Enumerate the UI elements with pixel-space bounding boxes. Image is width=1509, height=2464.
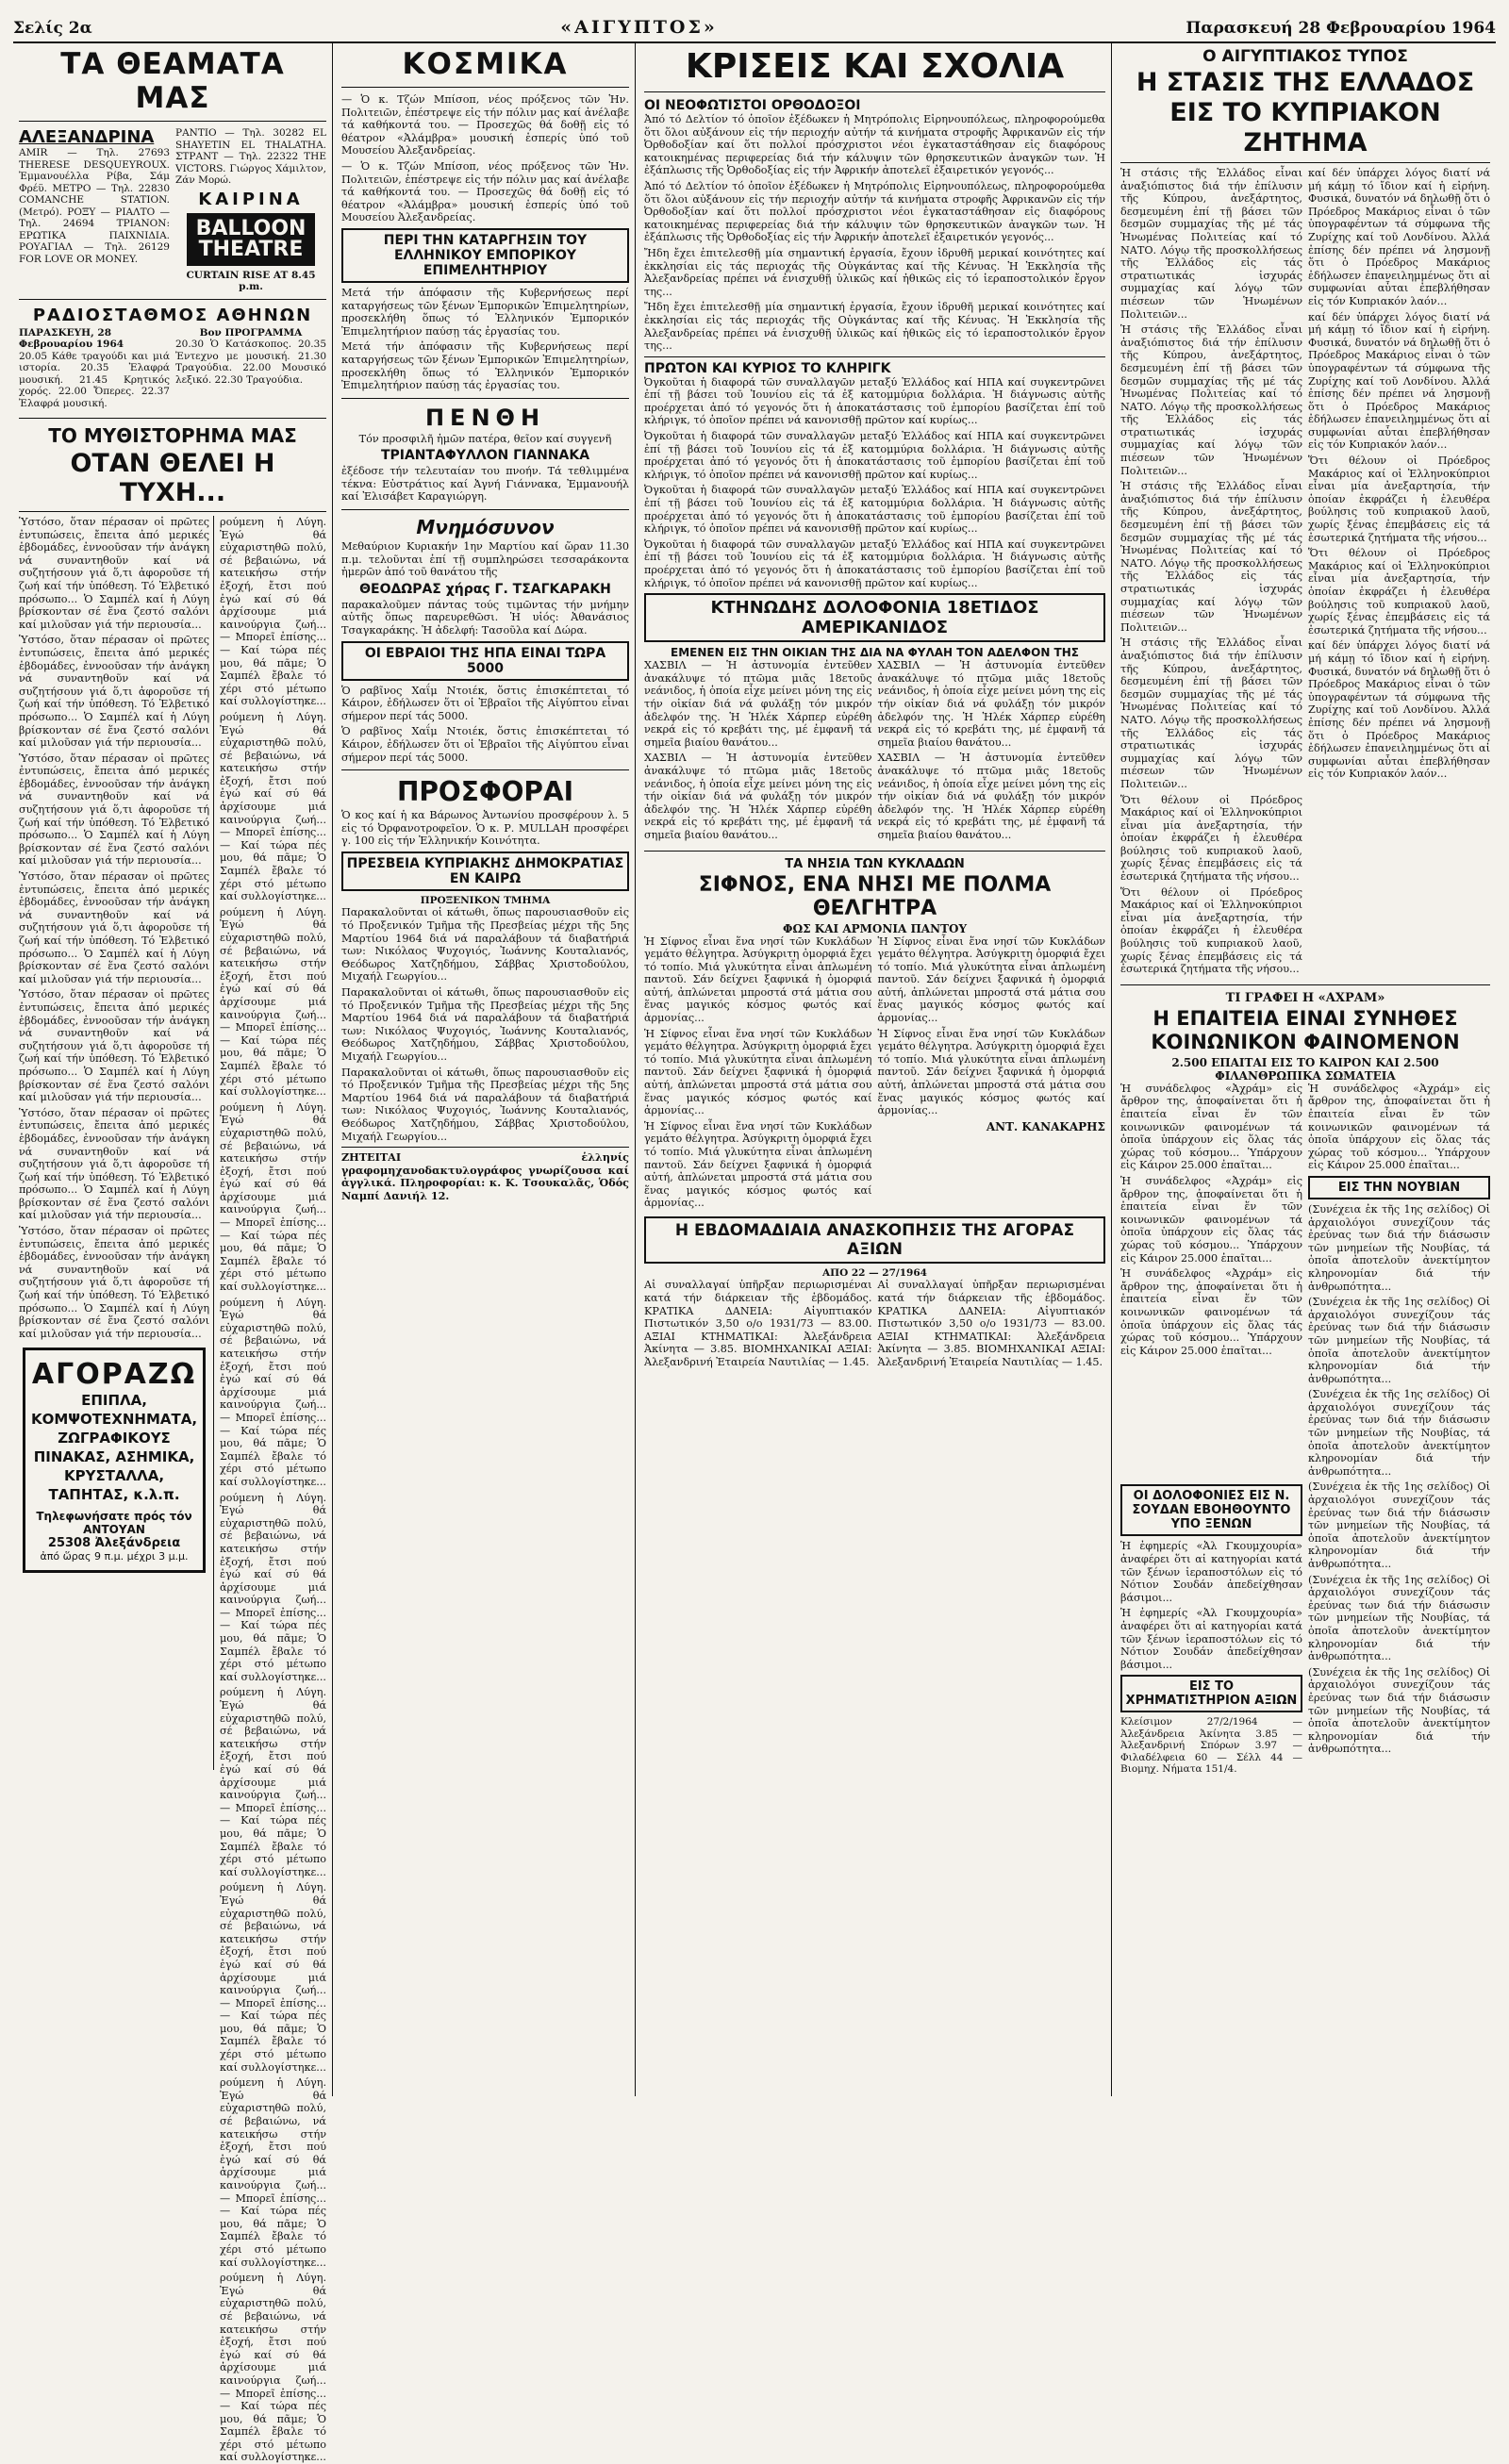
- novel-text-a2: Ὑστόσο, ὅταν πέρασαν οἱ πρῶτες ἐντυπώσεις, ἔπειτα ἀπό μερικές ἑβδομάδες, ἐννοοῦσαν τήν ἀνάγκη νά συναντηθοῦν καί νά συζητήσουν γιά ὅ,τι ἀφοροῦσε τή ζωή καί τήν ὑπόθεση. Τό Ἐλβετικό πρόσωπο... Ὁ Σαμπέλ καί ἡ Λύγη βρίσκονταν σέ ἕνα ζεστό σαλόνι καί μιλοῦσαν γιά τήν περιουσία...: [19, 634, 210, 750]
- demand-text-2: Ἡ συνάδελφος «Ἀχράμ» εἰς ἄρθρον της, ἀποφαίνεται ὅτι ἡ ἐπαιτεία εἶναι ἕν τῶν κοινωνικῶν φαινομένων τά ὁποῖα ὑπάρχουν εἰς ὅλας τάς χώρας τοῦ κόσμου... Ὑπάρχουν εἰς Κάιρον 25.000 ἐπαῖται...: [1120, 1174, 1302, 1265]
- typos-text-c3: καί δέν ὑπάρχει λόγος διατί νά μή κάμῃ τό ἴδιον καί ἡ εἰρήνη. Φυσικά, δυνατόν νά δηλωθῇ ὅτι ὁ Πρόεδρος Μακάριος εἶναι ὁ τῶν ὑπογραφέντων τά σύμφωνα τῆς Ζυρίχης καί τοῦ Λονδίνου. Ἀλλά ἐπίσης δέν πρέπει νά λησμονῇ ὅτι ὁ Πρόεδρος Μακάριος ἐδήλωσεν ἐπανειλημμένως ὅτι αἱ συμφωνίαι αὗται ἐπεβλήθησαν εἰς τόν Κυπριακόν λαόν...: [1308, 639, 1490, 781]
- stocks-date: ΑΠΟ 22 — 27/1964: [822, 1266, 927, 1279]
- embassy-text-3: Παρακαλοῦνται οἱ κάτωθι, ὅπως παρουσιασθοῦν εἰς τό Προξενικόν Τμῆμα τῆς Πρεσβείας μέχρι τῆς 5ης Μαρτίου 1964 διά νά παραλάβουν τά διαβατήριά των: Νικόλαος Ψυχογιός, Ἰωάννης Κουταλιανός, Θεόδωρος Χατζηδήμου, Σάββας Χριστοδούλου, Μιχαήλ Γεωργίου...: [341, 1066, 629, 1143]
- penthi-name: ΤΡΙΑΝΤΑΦΥΛΛΟΝ ΓΙΑΝΝΑΚΑ: [380, 448, 590, 464]
- agorazo-title: ΑΓΟΡΑΖΩ: [31, 1358, 197, 1392]
- novel-text-a4: Ὑστόσο, ὅταν πέρασαν οἱ πρῶτες ἐντυπώσεις, ἔπειτα ἀπό μερικές ἑβδομάδες, ἐννοοῦσαν τήν ἀνάγκη νά συναντηθοῦν καί νά συζητήσουν γιά ὅ,τι ἀφοροῦσε τή ζωή καί τήν ὑπόθεση. Τό Ἐλβετικό πρόσωπο... Ὁ Σαμπέλ καί ἡ Λύγη βρίσκονταν σέ ἕνα ζεστό σαλόνι καί μιλοῦσαν γιά τήν περιουσία...: [19, 870, 210, 985]
- murder-text: ΧΑΣΒΙΛ — Ἡ ἀστυνομία ἐντεῦθεν ἀνακάλυψε τό πτῶμα μιᾶς 18ετοῦς νεάνιδος, ἡ ὁποία εἶχε μείνει μόνη της εἰς τήν οἰκίαν διά νά φυλάξῃ τόν μικρόν ἀδελφόν της. Ἡ Ἡλέκ Χάρπερ εὑρέθη νεκρά εἰς τό κρεβάτι της, μέ ἐμφανῆ τά σημεῖα βιαίου θανάτου...: [644, 659, 872, 749]
- neofotistoi-text-2: Ἀπό τό Δελτίον τό ὁποῖον ἐξέδωκεν ἡ Μητρόπολις Εἰρηνουπόλεως, πληροφορούμεθα ὅτι ὅλοι αὐξάνουν εἰς τήν περιοχήν αὐτήν τά κινήματα στροφῆς Ἀφρικανῶν εἰς τήν Ὀρθοδοξίαν καί ὅτι πολλοί πρόσχριστοι νέοι ἐγκαταστάθησαν εἰς διαφόρους κατοικημένας περιφερείας διά τήν κάλυψιν τῶν θρησκευτικῶν ἀναγκῶν των. Ἡ ἐξάπλωσις τῆς Ὀρθοδοξίας εἰς τήν Ἀφρικήν ἀποτελεῖ ἐξαιρετικόν γεγονός...: [644, 179, 1105, 244]
- embassy-text-2: Παρακαλοῦνται οἱ κάτωθι, ὅπως παρουσιασθοῦν εἰς τό Προξενικόν Τμῆμα τῆς Πρεσβείας μέχρι τῆς 5ης Μαρτίου 1964 διά νά παραλάβουν τά διαβατήριά των: Νικόλαος Ψυχογιός, Ἰωάννης Κουταλιανός, Θεόδωρος Χατζηδήμου, Σάββας Χριστοδούλου, Μιχαήλ Γεωργίου...: [341, 986, 629, 1063]
- prosfores-heading: ΠΡΟΣΦΟΡΑΙ: [396, 776, 574, 808]
- islands-kicker: ΤΑ ΝΗΣΙΑ ΤΩΝ ΚΥΚΛΑΔΩΝ: [785, 856, 965, 871]
- issue-date: Παρασκευή 28 Φεβρουαρίου 1964: [1186, 19, 1496, 38]
- murder-text-3: ΧΑΣΒΙΛ — Ἡ ἀστυνομία ἐντεῦθεν ἀνακάλυψε τό πτῶμα μιᾶς 18ετοῦς νεάνιδος, ἡ ὁποία εἶχε μείνει μόνη της εἰς τήν οἰκίαν διά νά φυλάξῃ τόν μικρόν ἀδελφόν της. Ἡ Ἡλέκ Χάρπερ εὑρέθη νεκρά εἰς τό κρεβάτι της, μέ ἐμφανῆ τά σημεῖα βιαίου θανάτου...: [877, 659, 1105, 749]
- stocks-heading: Η ΕΒΔΟΜΑΔΙΑΙΑ ΑΝΑΣΚΟΠΗΣΙΣ ΤΗΣ ΑΓΟΡΑΣ ΑΞΙΩΝ: [644, 1216, 1105, 1264]
- sudan-text-2: Ἡ ἐφημερίς «Ἀλ Γκουμχουρία» ἀναφέρει ὅτι αἱ κατηγορίαι κατά τῶν ξένων ἱεραποστόλων εἰς τό Νότιον Σουδάν ἀπεδείχθησαν βάσιμοι...: [1120, 1607, 1302, 1671]
- cinema-listings-left: AMIR — Τηλ. 27693 THERESE DESQUEYROUX. Ἐμμανουέλλα Ρίβα, Σάμ Φρέϋ. ΜΕΤΡΟ — Τηλ. 22830 COMANCHE STATION. (Μετρό). ΡΟΞΥ — ΡΙΑΛΤΟ — Τηλ. 24694 ΤΡΙΑΝΟΝ: ΕΡΩΤΙΚΑ ΠΑΙΧΝΙΔΙΑ. ΡΟΥΑΓΙΑΛ — Τηλ. 26129 FOR LOVE OR MONEY.: [19, 147, 170, 265]
- radio-date: ΠΑΡΑΣΚΕΥΗ, 28 Φεβρουαρίου 1964: [19, 326, 124, 350]
- islands-text-3: Ἡ Σίφνος εἶναι ἕνα νησί τῶν Κυκλάδων γεμάτο θέλγητρα. Ἀσύγκριτη ὀμορφιά ἔχει τό τοπίο. Μιά γλυκύτητα εἶναι ἁπλωμένη παντοῦ. Σάν δείχνει ξαφνικά ἡ ὀμορφιά αὐτή, ἀπλώνεται μπροστά στά μάτια σου ἕνας μαγικός κόσμος φωτός καί ἁρμονίας...: [644, 1119, 872, 1210]
- repeal-heading: ΠΕΡΙ ΤΗΝ ΚΑΤΑΡΓΗΣΙΝ ΤΟΥ ΕΛΛΗΝΙΚΟΥ ΕΜΠΟΡΙΚΟΥ ΕΠΙΜΕΛΗΤΗΡΙΟΥ: [341, 228, 629, 283]
- prosfores-text: Ὁ κος καί ἡ κα Βάρωνος Ἀντωνίου προσφέρουν λ. 5 εἰς τό Ὀρφανοτροφεῖον. Ὁ κ. Ρ. MULLAH προσφέρει γ. 100 εἰς τήν Ἑλληνικήν Κοινότητα.: [341, 809, 629, 848]
- stocks-text-2: Αἱ συναλλαγαί ὑπῆρξαν περιωρισμέναι κατά τήν διάρκειαν τῆς ἑβδομάδος. ΚΡΑΤΙΚΑ ΔΑΝΕΙΑ: Αἰγυπτιακόν Πιστωτικόν 3,50 ο/ο 1931/73 — 83.00. ΑΞΙΑΙ ΚΤΗΜΑΤΙΚΑΙ: Ἀλεξάνδρεια Ἀκίνητα — 3.85. ΒΙΟΜΗΧΑΝΙΚΑΙ ΑΞΙΑΙ: Ἀλεξανδρινή Ἐταιρεία Ναυτιλίας — 1.45.: [877, 1279, 1105, 1369]
- nubia-text-3: (Συνέχεια ἐκ τῆς 1ης σελίδος) Οἱ ἀρχαιολόγοι συνεχίζουν τάς ἐρεύνας των διά τήν διάσωσιν τῶν μνημείων τῆς Νουβίας, τά ὁποῖα ἀποτελοῦν ἀνεκτίμητον κληρονομίαν διά τήν ἀνθρωπότητα...: [1308, 1388, 1490, 1478]
- novel-text-b2: ρούμενη ἡ Λύγη. Ἐγώ θά εὐχαριστηθῶ πολύ, σέ βεβαιώνω, νά κατεικήσω στήν ἐξοχή, ἔτσι πού ἐγώ καί σύ θά ἀρχίσουμε μιά καινούργια ζωή... — Μπορεῖ ἐπίσης... — Καί τώρα πές μου, θά πᾶμε; Ὁ Σαμπέλ ἔβαλε τό χέρι στό μέτωπο καί συλλογίστηκε...: [220, 710, 326, 903]
- masthead: [13, 0, 1496, 43]
- murder-text-2: ΧΑΣΒΙΛ — Ἡ ἀστυνομία ἐντεῦθεν ἀνακάλυψε τό πτῶμα μιᾶς 18ετοῦς νεάνιδος, ἡ ὁποία εἶχε μείνει μόνη της εἰς τήν οἰκίαν διά νά φυλάξῃ τόν μικρόν ἀδελφόν της. Ἡ Ἡλέκ Χάρπερ εὑρέθη νεκρά εἰς τό κρεβάτι της, μέ ἐμφανῆ τά σημεῖα βιαίου θανάτου...: [644, 752, 872, 841]
- novel-text-a5: Ὑστόσο, ὅταν πέρασαν οἱ πρῶτες ἐντυπώσεις, ἔπειτα ἀπό μερικές ἑβδομάδες, ἐννοοῦσαν τήν ἀνάγκη νά συναντηθοῦν καί νά συζητήσουν γιά ὅ,τι ἀφοροῦσε τή ζωή καί τήν ὑπόθεση. Τό Ἐλβετικό πρόσωπο... Ὁ Σαμπέλ καί ἡ Λύγη βρίσκονταν σέ ἕνα ζεστό σαλόνι καί μιλοῦσαν γιά τήν περιουσία...: [19, 988, 210, 1104]
- newspaper-name: «ΑΙΓΥΠΤΟΣ»: [560, 17, 718, 38]
- mnimosyno-text-2: παρακαλοῦμεν πάντας τούς τιμῶντας τήν μνήμην αὐτῆς ὅπως παρευρεθῶσι. Ἡ υἱός: Ἀθανάσιος Τσαγκαράκης. Ἡ ἀδελφή: Τασοῦλα καί Δώρα.: [341, 598, 629, 637]
- typos-text-a3: Ἡ στάσις τῆς Ἑλλάδος εἶναι ἀναξιόπιστος διά τήν ἐπίλυσιν τῆς Κύπρου, ἀνεξάρτητος, δεσμευμένη ἐπί τῇ βάσει τῶν δεσμῶν συμμαχίας τῆς μέ τάς Ἡνωμένας Πολιτείας καί τό ΝΑΤΟ. Λόγῳ τῆς προσκολλήσεως τῆς Ἑλλάδος εἰς τάς στρατιωτικάς ἰσχυράς συμμαχίας καί λόγῳ τῶν πιέσεων τῶν Ἡνωμένων Πολιτειῶν...: [1120, 480, 1302, 634]
- typos-text-b: καί δέν ὑπάρχει λόγος διατί νά μή κάμῃ τό ἴδιον καί ἡ εἰρήνη. Φυσικά, δυνατόν νά δηλωθῇ ὅτι ὁ Πρόεδρος Μακάριος εἶναι ὁ τῶν ὑπογραφέντων τά σύμφωνα τῆς Ζυρίχης καί τοῦ Λονδίνου. Ἀλλά ἐπίσης δέν πρέπει νά λησμονῇ ὅτι ὁ Πρόεδρος Μακάριος ἐδήλωσεν ἐπανειλημμένως ὅτι αἱ συμφωνίαι αὗται ἐπεβλήθησαν εἰς τόν Κυπριακόν λαόν...: [1308, 167, 1490, 307]
- islands-sub: ΦΩΣ ΚΑΙ ΑΡΜΟΝΙΑ ΠΑΝΤΟΥ: [782, 921, 968, 935]
- typos-text-a5: Ὅτι θέλουν οἱ Πρόεδρος Μακάριος καί οἱ Ἑλληνοκύπριοι εἶναι μία ἀνεξαρτησία, τήν ὁποίαν ἐκφράζει ἡ ἐλευθέρα βούλησις τοῦ κυπριακοῦ λαοῦ, χωρίς ξένας ἐπεμβάσεις εἰς τά ἐσωτερικά ζητήματα τῆς νήσου...: [1120, 793, 1302, 884]
- kairina-heading: ΚΑΙΡΙΝΑ: [198, 189, 304, 209]
- clearing-text: Ὀγκοῦται ἡ διαφορά τῶν συναλλαγῶν μεταξύ Ἑλλάδος καί ΗΠΑ καί συγκεντρῶνει ἐπί τῇ βάσει τοῦ Ἰουνίου εἰς τά ἐξ κατομμύρια δολλάρια. Ἡ διάγνωσις αὐτῆς προέρχεται ἀπό τό γεγονός ὅτι ἡ ἀποκατάστασις τοῦ ἐμπορίου βασίζεται ἐπί τοῦ κλήριγκ, τό ὁποῖον πρέπει νά κανονισθῇ πρῶτον καί κυρίως...: [644, 375, 1105, 427]
- radio-program-b: 20.30 Ὁ Κατάσκοπος. 20.35 Ἐντεχνο με μουσική. 21.30 Τραγούδια. 22.00 Μουσικό λεξικό. 22.30 Τραγούδια.: [175, 339, 326, 386]
- nubia-text: (Συνέχεια ἐκ τῆς 1ης σελίδος) Οἱ ἀρχαιολόγοι συνεχίζουν τάς ἐρεύνας των διά τήν διάσωσιν τῶν μνημείων τῆς Νουβίας, τά ὁποῖα ἀποτελοῦν ἀνεκτίμητον κληρονομίαν διά τήν ἀνθρωπότητα...: [1308, 1202, 1490, 1293]
- neofotistoi-text-3: Ἤδη ἔχει ἐπιτελεσθῇ μία σημαντική ἐργασία, ἔχουν ἱδρυθῆ μερικαί κοινότητες καί ἐκκλησίαι εἰς τάς περιοχάς τῆς Οὐγκάντας καί τῆς Κένυας. Ἡ Ἐκκλησία τῆς Ἀλεξανδρείας πρέπει νά ἐνισχυθῇ ὑλικῶς καί ἠθικῶς εἰς τό ἱεραποστολικόν ἔργον της...: [644, 246, 1105, 298]
- nubia-text-4: (Συνέχεια ἐκ τῆς 1ης σελίδος) Οἱ ἀρχαιολόγοι συνεχίζουν τάς ἐρεύνας των διά τήν διάσωσιν τῶν μνημείων τῆς Νουβίας, τά ὁποῖα ἀποτελοῦν ἀνεκτίμητον κληρονομίαν διά τήν ἀνθρωπότητα...: [1308, 1480, 1490, 1570]
- novel-text-b: ρούμενη ἡ Λύγη. Ἐγώ θά εὐχαριστηθῶ πολύ, σέ βεβαιώνω, νά κατεικήσω στήν ἐξοχή, ἔτσι πού ἐγώ καί σύ θά ἀρχίσουμε μιά καινούργια ζωή... — Μπορεῖ ἐπίσης... — Καί τώρα πές μου, θά πᾶμε; Ὁ Σαμπέλ ἔβαλε τό χέρι στό μέτωπο καί συλλογίστηκε...: [220, 516, 326, 708]
- mnimosyno-text: Μεθαύριον Κυριακήν 1ην Μαρτίου καί ὥραν 11.30 π.μ. τελοῦνται ἐπί τῇ συμπληρώσει τεσσαράκοντα ἡμερῶν ἀπό τοῦ θανάτου τῆς: [341, 540, 629, 579]
- demand-text-4: Ἡ συνάδελφος «Ἀχράμ» εἰς ἄρθρον της, ἀποφαίνεται ὅτι ἡ ἐπαιτεία εἶναι ἕν τῶν κοινωνικῶν φαινομένων τά ὁποῖα ὑπάρχουν εἰς ὅλας τάς χώρας τοῦ κόσμου... Ὑπάρχουν εἰς Κάιρον 25.000 ἐπαῖται...: [1308, 1082, 1490, 1172]
- neofotistoi-heading: ΟΙ ΝΕΟΦΩΤΙΣΤΟΙ ΟΡΘΟΔΟΞΟΙ: [644, 98, 861, 113]
- typos-text-b2: καί δέν ὑπάρχει λόγος διατί νά μή κάμῃ τό ἴδιον καί ἡ εἰρήνη. Φυσικά, δυνατόν νά δηλωθῇ ὅτι ὁ Πρόεδρος Μακάριος εἶναι ὁ τῶν ὑπογραφέντων τά σύμφωνα τῆς Ζυρίχης καί τοῦ Λονδίνου. Ἀλλά ἐπίσης δέν πρέπει νά λησμονῇ ὅτι ὁ Πρόεδρος Μακάριος ἐδήλωσεν ἐπανειλημμένως ὅτι αἱ συμφωνίαι αὗται ἐπεβλήθησαν εἰς τόν Κυπριακόν λαόν...: [1308, 310, 1490, 452]
- jews-text: Ὁ ραβῖνος Χαΐμ Ντοιέκ, ὅστις ἐπισκέπτεται τό Κάιρον, ἐδήλωσεν ὅτι οἱ Ἑβραῖοι τῆς Αἰγύπτου εἶναι σήμερον περί τάς 5000.: [341, 684, 629, 722]
- novel-title: ΟΤΑΝ ΘΕΛΕΙ Η ΤΥΧΗ...: [70, 449, 275, 507]
- agorazo-text: ΕΠΙΠΛΑ, ΚΟΜΨΟΤΕΧΝΗΜΑΤΑ, ΖΩΓΡΑΦΙΚΟΥΣ ΠΙΝΑΚΑΣ, ΑΣΗΜΙΚΑ, ΚΡΥΣΤΑΛΛΑ, ΤΑΠΗΤΑΣ, κ.λ.π.: [31, 1392, 198, 1504]
- novel-text-b4: ρούμενη ἡ Λύγη. Ἐγώ θά εὐχαριστηθῶ πολύ, σέ βεβαιώνω, νά κατεικήσω στήν ἐξοχή, ἔτσι πού ἐγώ καί σύ θά ἀρχίσουμε μιά καινούργια ζωή... — Μπορεῖ ἐπίσης... — Καί τώρα πές μου, θά πᾶμε; Ὁ Σαμπέλ ἔβαλε τό χέρι στό μέτωπο καί συλλογίστηκε...: [220, 1100, 326, 1294]
- islands-text: Ἡ Σίφνος εἶναι ἕνα νησί τῶν Κυκλάδων γεμάτο θέλγητρα. Ἀσύγκριτη ὀμορφιά ἔχει τό τοπίο. Μιά γλυκύτητα εἶναι ἁπλωμένη παντοῦ. Σάν δείχνει ξαφνικά ἡ ὀμορφιά αὐτή, ἀπλώνεται μπροστά στά μάτια σου ἕνας μαγικός κόσμος φωτός καί ἁρμονίας...: [644, 934, 872, 1025]
- penthi-heading: ΠΕΝΘΗ: [424, 404, 546, 431]
- islands-text-2: Ἡ Σίφνος εἶναι ἕνα νησί τῶν Κυκλάδων γεμάτο θέλγητρα. Ἀσύγκριτη ὀμορφιά ἔχει τό τοπίο. Μιά γλυκύτητα εἶναι ἁπλωμένη παντοῦ. Σάν δείχνει ξαφνικά ἡ ὀμορφιά αὐτή, ἀπλώνεται μπροστά στά μάτια σου ἕνας μαγικός κόσμος φωτός καί ἁρμονίας...: [644, 1027, 872, 1117]
- kosmika-title: ΚΟΣΜΙΚΑ: [402, 47, 569, 81]
- repeal-text: Μετά τήν ἀπόφασιν τῆς Κυβερνήσεως περί καταργήσεως τῶν ξένων Ἐμπορικῶν Ἐπιμελητηρίων, προσεκλήθη ὅπως τό Ἑλληνικόν Ἐμπορικόν Ἐπιμελητήριον παύσῃ τάς ἐργασίας του.: [341, 286, 629, 338]
- penthi-text-2: ἐξέδοσε τήν τελευταίαν του πνοήν. Τά τεθλιμμένα τέκνα: Εὐστράτιος καί Ἀγνή Γιάννακα, Ἐμμανουήλ καί Ἐλισάβετ Καραγιώργη.: [341, 465, 629, 504]
- islands-text-4: Ἡ Σίφνος εἶναι ἕνα νησί τῶν Κυκλάδων γεμάτο θέλγητρα. Ἀσύγκριτη ὀμορφιά ἔχει τό τοπίο. Μιά γλυκύτητα εἶναι ἁπλωμένη παντοῦ. Σάν δείχνει ξαφνικά ἡ ὀμορφιά αὐτή, ἀπλώνεται μπροστά στά μάτια σου ἕνας μαγικός κόσμος φωτός καί ἁρμονίας...: [877, 934, 1105, 1025]
- nubia-text-2: (Συνέχεια ἐκ τῆς 1ης σελίδος) Οἱ ἀρχαιολόγοι συνεχίζουν τάς ἐρεύνας των διά τήν διάσωσιν τῶν μνημείων τῆς Νουβίας, τά ὁποῖα ἀποτελοῦν ἀνεκτίμητον κληρονομίαν διά τήν ἀνθρωπότητα...: [1308, 1296, 1490, 1385]
- agorazo-phone: Τηλεφωνήσατε πρός τόν ΑΝΤΟΥΑΝ: [36, 1510, 192, 1537]
- demand-text-3: Ἡ συνάδελφος «Ἀχράμ» εἰς ἄρθρον της, ἀποφαίνεται ὅτι ἡ ἐπαιτεία εἶναι ἕν τῶν κοινωνικῶν φαινομένων τά ὁποῖα ὑπάρχουν εἰς ὅλας τάς χώρας τοῦ κόσμου... Ὑπάρχουν εἰς Κάιρον 25.000 ἐπαῖται...: [1120, 1267, 1302, 1357]
- stocks-text: Αἱ συναλλαγαί ὑπῆρξαν περιωρισμέναι κατά τήν διάρκειαν τῆς ἑβδομάδος. ΚΡΑΤΙΚΑ ΔΑΝΕΙΑ: Αἰγυπτιακόν Πιστωτικόν 3,50 ο/ο 1931/73 — 83.00. ΑΞΙΑΙ ΚΤΗΜΑΤΙΚΑΙ: Ἀλεξάνδρεια Ἀκίνητα — 3.85. ΒΙΟΜΗΧΑΝΙΚΑΙ ΑΞΙΑΙ: Ἀλεξανδρινή Ἐταιρεία Ναυτιλίας — 1.45.: [644, 1279, 872, 1369]
- balloon-theatre-ad: BALLOON THEATRE: [187, 213, 315, 266]
- jews-heading: ΟΙ ΕΒΡΑΙΟΙ ΤΗΣ ΗΠΑ ΕΙΝΑΙ ΤΩΡΑ 5000: [341, 641, 629, 681]
- demand-text: Ἡ συνάδελφος «Ἀχράμ» εἰς ἄρθρον της, ἀποφαίνεται ὅτι ἡ ἐπαιτεία εἶναι ἕν τῶν κοινωνικῶν φαινομένων τά ὁποῖα ὑπάρχουν εἰς ὅλας τάς χώρας τοῦ κόσμου... Ὑπάρχουν εἰς Κάιρον 25.000 ἐπαῖται...: [1120, 1082, 1302, 1172]
- clearing-text-2: Ὀγκοῦται ἡ διαφορά τῶν συναλλαγῶν μεταξύ Ἑλλάδος καί ΗΠΑ καί συγκεντρῶνει ἐπί τῇ βάσει τοῦ Ἰουνίου εἰς τά ἐξ κατομμύρια δολλάρια. Ἡ διάγνωσις αὐτῆς προέρχεται ἀπό τό γεγονός ὅτι ἡ ἀποκατάστασις τοῦ ἐμπορίου βασίζεται ἐπί τοῦ κλήριγκ, τό ὁποῖον πρέπει νά κανονισθῇ πρῶτον καί κυρίως...: [644, 430, 1105, 481]
- novel-text-b3: ρούμενη ἡ Λύγη. Ἐγώ θά εὐχαριστηθῶ πολύ, σέ βεβαιώνω, νά κατεικήσω στήν ἐξοχή, ἔτσι πού ἐγώ καί σύ θά ἀρχίσουμε μιά καινούργια ζωή... — Μπορεῖ ἐπίσης... — Καί τώρα πές μου, θά πᾶμε; Ὁ Σαμπέλ ἔβαλε τό χέρι στό μέτωπο καί συλλογίστηκε...: [220, 905, 326, 1099]
- sudan-text: Ἡ ἐφημερίς «Ἀλ Γκουμχουρία» ἀναφέρει ὅτι αἱ κατηγορίαι κατά τῶν ξένων ἱεραποστόλων εἰς τό Νότιον Σουδάν ἀπεδείχθησαν βάσιμοι...: [1120, 1540, 1302, 1604]
- theamata-title: ΤΑ ΘΕΑΜΑΤΑ ΜΑΣ: [60, 47, 285, 115]
- cinema-listings-right: ΡΑΝΤΙΟ — Τηλ. 30282 EL SHAYETIN EL THALATHA. ΣΤΡΑΝΤ — Τηλ. 22322 THE VICTORS. Γιώργος Χάμιλτον, Ζάν Μορώ.: [175, 127, 326, 186]
- novel-text-a6: Ὑστόσο, ὅταν πέρασαν οἱ πρῶτες ἐντυπώσεις, ἔπειτα ἀπό μερικές ἑβδομάδες, ἐννοοῦσαν τήν ἀνάγκη νά συναντηθοῦν καί νά συζητήσουν γιά ὅ,τι ἀφοροῦσε τή ζωή καί τήν ὑπόθεση. Τό Ἐλβετικό πρόσωπο... Ὁ Σαμπέλ καί ἡ Λύγη βρίσκονταν σέ ἕνα ζεστό σαλόνι καί μιλοῦσαν γιά τήν περιουσία...: [19, 1106, 210, 1222]
- nubia-heading: ΕΙΣ ΤΗΝ ΝΟΥΒΙΑΝ: [1308, 1176, 1490, 1199]
- jews-text-2: Ὁ ραβῖνος Χαΐμ Ντοιέκ, ὅστις ἐπισκέπτεται τό Κάιρον, ἐδήλωσεν ὅτι οἱ Ἑβραῖοι τῆς Αἰγύπτου εἶναι σήμερον περί τάς 5000.: [341, 725, 629, 764]
- novel-text-b8: ρούμενη ἡ Λύγη. Ἐγώ θά εὐχαριστηθῶ πολύ, σέ βεβαιώνω, νά κατεικήσω στήν ἐξοχή, ἔτσι πού ἐγώ καί σύ θά ἀρχίσουμε μιά καινούργια ζωή... — Μπορεῖ ἐπίσης... — Καί τώρα πές μου, θά πᾶμε; Ὁ Σαμπέλ ἔβαλε τό χέρι στό μέτωπο καί συλλογίστηκε...: [220, 1881, 326, 2074]
- agorazo-number: 25308 Ἀλεξάνδρεια: [47, 1536, 181, 1551]
- nubia-text-5: (Συνέχεια ἐκ τῆς 1ης σελίδος) Οἱ ἀρχαιολόγοι συνεχίζουν τάς ἐρεύνας των διά τήν διάσωσιν τῶν μνημείων τῆς Νουβίας, τά ὁποῖα ἀποτελοῦν ἀνεκτίμητον κληρονομίαν διά τήν ἀνθρωπότητα...: [1308, 1573, 1490, 1663]
- embassy-sub: ΠΡΟΞΕΝΙΚΟΝ ΤΜΗΜΑ: [420, 894, 551, 906]
- agorazo-hours: ἀπό ὥρας 9 π.μ. μέχρι 3 μ.μ.: [40, 1550, 189, 1563]
- sudan-heading: ΟΙ ΔΟΛΟΦΟΝΙΕΣ ΕΙΣ Ν. ΣΟΥΔΑΝ ΕΒΟΗΘΟΥΝΤΟ ΥΠΟ ΞΕΝΩΝ: [1120, 1484, 1302, 1536]
- kriseis-title: ΚΡΙΣΕΙΣ ΚΑΙ ΣΧΟΛΙΑ: [685, 47, 1065, 86]
- radio-program-b-title: Βον ΠΡΟΓΡΑΜΜΑ: [199, 326, 303, 339]
- novel-text-a: Ὑστόσο, ὅταν πέρασαν οἱ πρῶτες ἐντυπώσεις, ἔπειτα ἀπό μερικές ἑβδομάδες, ἐννοοῦσαν τήν ἀνάγκη νά συναντηθοῦν καί νά συζητήσουν γιά ὅ,τι ἀφοροῦσε τή ζωή καί τήν ὑπόθεση. Τό Ἐλβετικό πρόσωπο... Ὁ Σαμπέλ καί ἡ Λύγη βρίσκονταν σέ ἕνα ζεστό σαλόνι καί μιλοῦσαν γιά τήν περιουσία...: [19, 516, 210, 631]
- kosmika-text-2: — Ὁ κ. Τζών Μπίσοπ, νέος πρόξενος τῶν Ἡν. Πολιτειῶν, ἐπέστρεψε εἰς τήν πόλιν μας καί ἀνέλαβε τά καθήκοντά του. — Προσεχῶς θά δοθῇ εἰς τό θέατρον «Ἀλάμβρα» μουσική ἑσπερίς ὑπό τοῦ Μουσείου Ἀλεξανδρείας.: [341, 159, 629, 224]
- column-1: [13, 43, 333, 2464]
- islands-title: ΣΙΦΝΟΣ, ΕΝΑ ΝΗΣΙ ΜΕ ΠΟΛΜΑ ΘΕΛΓΗΤΡΑ: [698, 872, 1052, 920]
- zitite-ad: ΖΗΤΕΙΤΑΙ ἑλληνίς γραφομηχανοδακτυλογράφος γνωρίζουσα καί ἀγγλικά. Πληροφορίαι: κ. Κ. Τσουκαλᾶς, Ὁδός Ναμπί Δανιήλ 12.: [341, 1150, 629, 1202]
- mnimosyno-heading: Μνημόσυνον: [416, 516, 555, 539]
- radio-title: ΡΑΔΙΟΣΤΑΘΜΟΣ ΑΘΗΝΩΝ: [32, 305, 313, 325]
- column-3: [638, 43, 1112, 2096]
- clearing-text-3: Ὀγκοῦται ἡ διαφορά τῶν συναλλαγῶν μεταξύ Ἑλλάδος καί ΗΠΑ καί συγκεντρῶνει ἐπί τῇ βάσει τοῦ Ἰουνίου εἰς τά ἐξ κατομμύρια δολλάρια. Ἡ διάγνωσις αὐτῆς προέρχεται ἀπό τό γεγονός ὅτι ἡ ἀποκατάστασις τοῦ ἐμπορίου βασίζεται ἐπί τοῦ κλήριγκ, τό ὁποῖον πρέπει νά κανονισθῇ πρῶτον καί κυρίως...: [644, 484, 1105, 536]
- typos-text-a2: Ἡ στάσις τῆς Ἑλλάδος εἶναι ἀναξιόπιστος διά τήν ἐπίλυσιν τῆς Κύπρου, ἀνεξάρτητος, δεσμευμένη ἐπί τῇ βάσει τῶν δεσμῶν συμμαχίας τῆς μέ τάς Ἡνωμένας Πολιτείας καί τό ΝΑΤΟ. Λόγῳ τῆς προσκολλήσεως τῆς Ἑλλάδος εἰς τάς στρατιωτικάς ἰσχυράς συμμαχίας καί λόγῳ τῶν πιέσεων τῶν Ἡνωμένων Πολιτειῶν...: [1120, 323, 1302, 477]
- column-4: [1115, 43, 1496, 2096]
- penthi-text: Τόν προσφιλῆ ἡμῶν πατέρα, θεῖον καί συγγενῆ: [358, 432, 612, 445]
- demand-heading: Η ΕΠΑΙΤΕΙΑ ΕΙΝΑΙ ΣΥΝΗΘΕΣ ΚΟΙΝΩΝΙΚΟΝ ΦΑΙΝΟΜΕΝΟΝ: [1151, 1006, 1460, 1053]
- agorazo-ad: [23, 1348, 206, 1573]
- typos-text-c: Ὅτι θέλουν οἱ Πρόεδρος Μακάριος καί οἱ Ἑλληνοκύπριοι εἶναι μία ἀνεξαρτησία, τήν ὁποίαν ἐκφράζει ἡ ἐλευθέρα βούλησις τοῦ κυπριακοῦ λαοῦ, χωρίς ξένας ἐπεμβάσεις εἰς τά ἐσωτερικά ζητήματα τῆς νήσου...: [1308, 455, 1490, 544]
- neofotistoi-text-4: Ἤδη ἔχει ἐπιτελεσθῇ μία σημαντική ἐργασία, ἔχουν ἱδρυθῆ μερικαί κοινότητες καί ἐκκλησίαι εἰς τάς περιοχάς τῆς Οὐγκάντας καί τῆς Κένυας. Ἡ Ἐκκλησία τῆς Ἀλεξανδρείας πρέπει νά ἐνισχυθῇ ὑλικῶς καί ἠθικῶς εἰς τό ἱεραποστολικόν ἔργον της...: [644, 301, 1105, 353]
- islands-text-5: Ἡ Σίφνος εἶναι ἕνα νησί τῶν Κυκλάδων γεμάτο θέλγητρα. Ἀσύγκριτη ὀμορφιά ἔχει τό τοπίο. Μιά γλυκύτητα εἶναι ἁπλωμένη παντοῦ. Σάν δείχνει ξαφνικά ἡ ὀμορφιά αὐτή, ἀπλώνεται μπροστά στά μάτια σου ἕνας μαγικός κόσμος φωτός καί ἁρμονίας...: [877, 1027, 1105, 1117]
- embassy-text: Παρακαλοῦνται οἱ κάτωθι, ὅπως παρουσιασθοῦν εἰς τό Προξενικόν Τμῆμα τῆς Πρεσβείας μέχρι τῆς 5ης Μαρτίου 1964 διά νά παραλάβουν τά διαβατήριά των: Νικόλαος Ψυχογιός, Ἰωάννης Κουταλιανός, Θεόδωρος Χατζηδήμου, Σάββας Χριστοδούλου, Μιχαήλ Γεωργίου...: [341, 906, 629, 984]
- novel-text-b6: ρούμενη ἡ Λύγη. Ἐγώ θά εὐχαριστηθῶ πολύ, σέ βεβαιώνω, νά κατεικήσω στήν ἐξοχή, ἔτσι πού ἐγώ καί σύ θά ἀρχίσουμε μιά καινούργια ζωή... — Μπορεῖ ἐπίσης... — Καί τώρα πές μου, θά πᾶμε; Ὁ Σαμπέλ ἔβαλε τό χέρι στό μέτωπο καί συλλογίστηκε...: [220, 1491, 326, 1683]
- repeal-text-2: Μετά τήν ἀπόφασιν τῆς Κυβερνήσεως περί καταργήσεως τῶν ξένων Ἐμπορικῶν Ἐπιμελητηρίων, προσεκλήθη ὅπως τό Ἑλληνικόν Ἐμπορικόν Ἐπιμελητήριον παύσῃ τάς ἐργασίας του.: [341, 340, 629, 392]
- neofotistoi-text: Ἀπό τό Δελτίον τό ὁποῖον ἐξέδωκεν ἡ Μητρόπολις Εἰρηνουπόλεως, πληροφορούμεθα ὅτι ὅλοι αὐξάνουν εἰς τήν περιοχήν αὐτήν τά κινήματα στροφῆς Ἀφρικανῶν εἰς τήν Ὀρθοδοξίαν καί ὅτι πολλοί πρόσχριστοι νέοι ἐγκαταστάθησαν εἰς διαφόρους κατοικημένας περιφερείας διά τήν κάλυψιν τῶν θρησκευτικῶν ἀναγκῶν των. Ἡ ἐξάπλωσις τῆς Ὀρθοδοξίας εἰς τήν Ἀφρικήν ἀποτελεῖ ἐξαιρετικόν γεγονός...: [644, 113, 1105, 177]
- bourse-heading: ΕΙΣ ΤΟ ΧΡΗΜΑΤΙΣΤΗΡΙΟΝ ΑΞΙΩΝ: [1120, 1675, 1302, 1712]
- novel-text-b9: ρούμενη ἡ Λύγη. Ἐγώ θά εὐχαριστηθῶ πολύ, σέ βεβαιώνω, νά κατεικήσω στήν ἐξοχή, ἔτσι πού ἐγώ καί σύ θά ἀρχίσουμε μιά καινούργια ζωή... — Μπορεῖ ἐπίσης... — Καί τώρα πές μου, θά πᾶμε; Ὁ Σαμπέλ ἔβαλε τό χέρι στό μέτωπο καί συλλογίστηκε...: [220, 2076, 326, 2269]
- typos-text-a: Ἡ στάσις τῆς Ἑλλάδος εἶναι ἀναξιόπιστος διά τήν ἐπίλυσιν τῆς Κύπρου, ἀνεξάρτητος, δεσμευμένη ἐπί τῇ βάσει τῶν δεσμῶν συμμαχίας τῆς μέ τάς Ἡνωμένας Πολιτείας καί τό ΝΑΤΟ. Λόγῳ τῆς προσκολλήσεως τῆς Ἑλλάδος εἰς τάς στρατιωτικάς ἰσχυράς συμμαχίας καί λόγῳ τῶν πιέσεων τῶν Ἡνωμένων Πολιτειῶν...: [1120, 167, 1302, 321]
- islands-author: ΑΝΤ. ΚΑΝΑΚΑΡΗΣ: [986, 1119, 1105, 1133]
- typos-title: Η ΣΤΑΣΙΣ ΤΗΣ ΕΛΛΑΔΟΣ ΕΙΣ ΤΟ ΚΥΠΡΙΑΚΟΝ ΖΗΤΗΜΑ: [1136, 68, 1475, 157]
- novel-text-b10: ρούμενη ἡ Λύγη. Ἐγώ θά εὐχαριστηθῶ πολύ, σέ βεβαιώνω, νά κατεικήσω στήν ἐξοχή, ἔτσι πού ἐγώ καί σύ θά ἀρχίσουμε μιά καινούργια ζωή... — Μπορεῖ ἐπίσης... — Καί τώρα πές μου, θά πᾶμε; Ὁ Σαμπέλ ἔβαλε τό χέρι στό μέτωπο καί συλλογίστηκε...: [220, 2272, 326, 2464]
- demand-sub: 2.500 ΕΠΑΙΤΑΙ ΕΙΣ ΤΟ ΚΑΙΡΟΝ ΚΑΙ 2.500 ΦΙΛΑΝΘΡΩΠΙΚΑ ΣΩΜΑΤΕΙΑ: [1171, 1055, 1439, 1083]
- bourse-text: Κλείσιμον 27/2/1964 — Ἀλεξάνδρεια Ἀκίνητα 3.85 — Ἀλεξανδρινή Σπόρων 3.97 — Φιλαδέλφεια 60 — Σέλλ 44 — Βιομηχ. Νήματα 151/4.: [1120, 1716, 1302, 1776]
- nubia-text-6: (Συνέχεια ἐκ τῆς 1ης σελίδος) Οἱ ἀρχαιολόγοι συνεχίζουν τάς ἐρεύνας των διά τήν διάσωσιν τῶν μνημείων τῆς Νουβίας, τά ὁποῖα ἀποτελοῦν ἀνεκτίμητον κληρονομίαν διά τήν ἀνθρωπότητα...: [1308, 1665, 1490, 1756]
- murder-heading: ΚΤΗΝΩΔΗΣ ΔΟΛΟΦΟΝΙΑ 18ΕΤΙΔΟΣ ΑΜΕΡΙΚΑΝΙΔΟΣ: [644, 593, 1105, 642]
- typos-kicker: Ο ΑΙΓΥΠΤΙΑΚΟΣ ΤΥΠΟΣ: [1202, 47, 1408, 66]
- murder-text-4: ΧΑΣΒΙΛ — Ἡ ἀστυνομία ἐντεῦθεν ἀνακάλυψε τό πτῶμα μιᾶς 18ετοῦς νεάνιδος, ἡ ὁποία εἶχε μείνει μόνη της εἰς τήν οἰκίαν διά νά φυλάξῃ τόν μικρόν ἀδελφόν της. Ἡ Ἡλέκ Χάρπερ εὑρέθη νεκρά εἰς τό κρεβάτι της, μέ ἐμφανῆ τά σημεῖα βιαίου θανάτου...: [877, 752, 1105, 841]
- typos-text-c2: Ὅτι θέλουν οἱ Πρόεδρος Μακάριος καί οἱ Ἑλληνοκύπριοι εἶναι μία ἀνεξαρτησία, τήν ὁποίαν ἐκφράζει ἡ ἐλευθέρα βούλησις τοῦ κυπριακοῦ λαοῦ, χωρίς ξένας ἐπεμβάσεις εἰς τά ἐσωτερικά ζητήματα τῆς νήσου...: [1308, 547, 1490, 637]
- clearing-text-4: Ὀγκοῦται ἡ διαφορά τῶν συναλλαγῶν μεταξύ Ἑλλάδος καί ΗΠΑ καί συγκεντρῶνει ἐπί τῇ βάσει τοῦ Ἰουνίου εἰς τά ἐξ κατομμύρια δολλάρια. Ἡ διάγνωσις αὐτῆς προέρχεται ἀπό τό γεγονός ὅτι ἡ ἀποκατάστασις τοῦ ἐμπορίου βασίζεται ἐπί τοῦ κλήριγκ, τό ὁποῖον πρέπει νά κανονισθῇ πρῶτον καί κυρίως...: [644, 537, 1105, 589]
- novel-text-a7: Ὑστόσο, ὅταν πέρασαν οἱ πρῶτες ἐντυπώσεις, ἔπειτα ἀπό μερικές ἑβδομάδες, ἐννοοῦσαν τήν ἀνάγκη νά συναντηθοῦν καί νά συζητήσουν γιά ὅ,τι ἀφοροῦσε τή ζωή καί τήν ὑπόθεση. Τό Ἐλβετικό πρόσωπο... Ὁ Σαμπέλ καί ἡ Λύγη βρίσκονταν σέ ἕνα ζεστό σαλόνι καί μιλοῦσαν γιά τήν περιουσία...: [19, 1225, 210, 1340]
- typos-text-a4: Ἡ στάσις τῆς Ἑλλάδος εἶναι ἀναξιόπιστος διά τήν ἐπίλυσιν τῆς Κύπρου, ἀνεξάρτητος, δεσμευμένη ἐπί τῇ βάσει τῶν δεσμῶν συμμαχίας τῆς μέ τάς Ἡνωμένας Πολιτείας καί τό ΝΑΤΟ. Λόγῳ τῆς προσκολλήσεως τῆς Ἑλλάδος εἰς τάς στρατιωτικάς ἰσχυράς συμμαχίας καί λόγῳ τῶν πιέσεων τῶν Ἡνωμένων Πολιτειῶν...: [1120, 637, 1302, 790]
- clearing-heading: ΠΡΩΤΟΝ ΚΑΙ ΚΥΡΙΟΣ ΤΟ ΚΛΗΡΙΓΚ: [644, 360, 891, 376]
- novel-text-b7: ρούμενη ἡ Λύγη. Ἐγώ θά εὐχαριστηθῶ πολύ, σέ βεβαιώνω, νά κατεικήσω στήν ἐξοχή, ἔτσι πού ἐγώ καί σύ θά ἀρχίσουμε μιά καινούργια ζωή... — Μπορεῖ ἐπίσης... — Καί τώρα πές μου, θά πᾶμε; Ὁ Σαμπέλ ἔβαλε τό χέρι στό μέτωπο καί συλλογίστηκε...: [220, 1686, 326, 1878]
- page-number: Σελίς 2α: [13, 19, 92, 38]
- typos-text-a6: Ὅτι θέλουν οἱ Πρόεδρος Μακάριος καί οἱ Ἑλληνοκύπριοι εἶναι μία ἀνεξαρτησία, τήν ὁποίαν ἐκφράζει ἡ ἐλευθέρα βούλησις τοῦ κυπριακοῦ λαοῦ, χωρίς ξένας ἐπεμβάσεις εἰς τά ἐσωτερικά ζητήματα τῆς νήσου...: [1120, 885, 1302, 976]
- balloon-curtain: CURTAIN RISE AT 8.45 p.m.: [186, 269, 316, 292]
- column-2: [336, 43, 636, 2096]
- embassy-heading: ΠΡΕΣΒΕΙΑ ΚΥΠΡΙΑΚΗΣ ΔΗΜΟΚΡΑΤΙΑΣ ΕΝ ΚΑΙΡΩ: [341, 852, 629, 891]
- radio-program-a: 20.05 Κάθε τραγούδι και μιά ιστορία. 20.35 Ἐλαφρά μουσική. 21.45 Κρητικός χορός. 22.00 Ὄπερες. 22.37 Ἐλαφρά μουσική.: [19, 350, 170, 409]
- novel-text-a3: Ὑστόσο, ὅταν πέρασαν οἱ πρῶτες ἐντυπώσεις, ἔπειτα ἀπό μερικές ἑβδομάδες, ἐννοοῦσαν τήν ἀνάγκη νά συναντηθοῦν καί νά συζητήσουν γιά ὅ,τι ἀφοροῦσε τή ζωή καί τήν ὑπόθεση. Τό Ἐλβετικό πρόσωπο... Ὁ Σαμπέλ καί ἡ Λύγη βρίσκονταν σέ ἕνα ζεστό σαλόνι καί μιλοῦσαν γιά τήν περιουσία...: [19, 752, 210, 868]
- city-heading: ΑΛΕΞΑΝΔΡΙΝΑ: [19, 127, 155, 147]
- murder-sub: ΕΜΕΝΕΝ ΕΙΣ ΤΗΝ ΟΙΚΙΑΝ ΤΗΣ ΔΙΑ ΝΑ ΦΥΛΑΗ ΤΟΝ ΑΔΕΛΦΟΝ ΤΗΣ: [671, 646, 1079, 660]
- grafei-kicker: ΤΙ ΓΡΑΦΕΙ Η «ΑΧΡΑΜ»: [1225, 990, 1385, 1005]
- kosmika-text: — Ὁ κ. Τζών Μπίσοπ, νέος πρόξενος τῶν Ἡν. Πολιτειῶν, ἐπέστρεψε εἰς τήν πόλιν μας καί ἀνέλαβε τά καθήκοντά του. — Προσεχῶς θά δοθῇ εἰς τό θέατρον «Ἀλάμβρα» μουσική ἑσπερίς ὑπό τοῦ Μουσείου Ἀλεξανδρείας.: [341, 93, 629, 157]
- novel-text-b5: ρούμενη ἡ Λύγη. Ἐγώ θά εὐχαριστηθῶ πολύ, σέ βεβαιώνω, νά κατεικήσω στήν ἐξοχή, ἔτσι πού ἐγώ καί σύ θά ἀρχίσουμε μιά καινούργια ζωή... — Μπορεῖ ἐπίσης... — Καί τώρα πές μου, θά πᾶμε; Ὁ Σαμπέλ ἔβαλε τό χέρι στό μέτωπο καί συλλογίστηκε...: [220, 1296, 326, 1488]
- novel-kicker: ΤΟ ΜΥΘΙΣΤΟΡΗΜΑ ΜΑΣ: [48, 424, 297, 447]
- mnimosyno-name: ΘΕΟΔΩΡΑΣ χήρας Γ. ΤΣΑΓΚΑΡΑΚΗ: [359, 581, 611, 597]
